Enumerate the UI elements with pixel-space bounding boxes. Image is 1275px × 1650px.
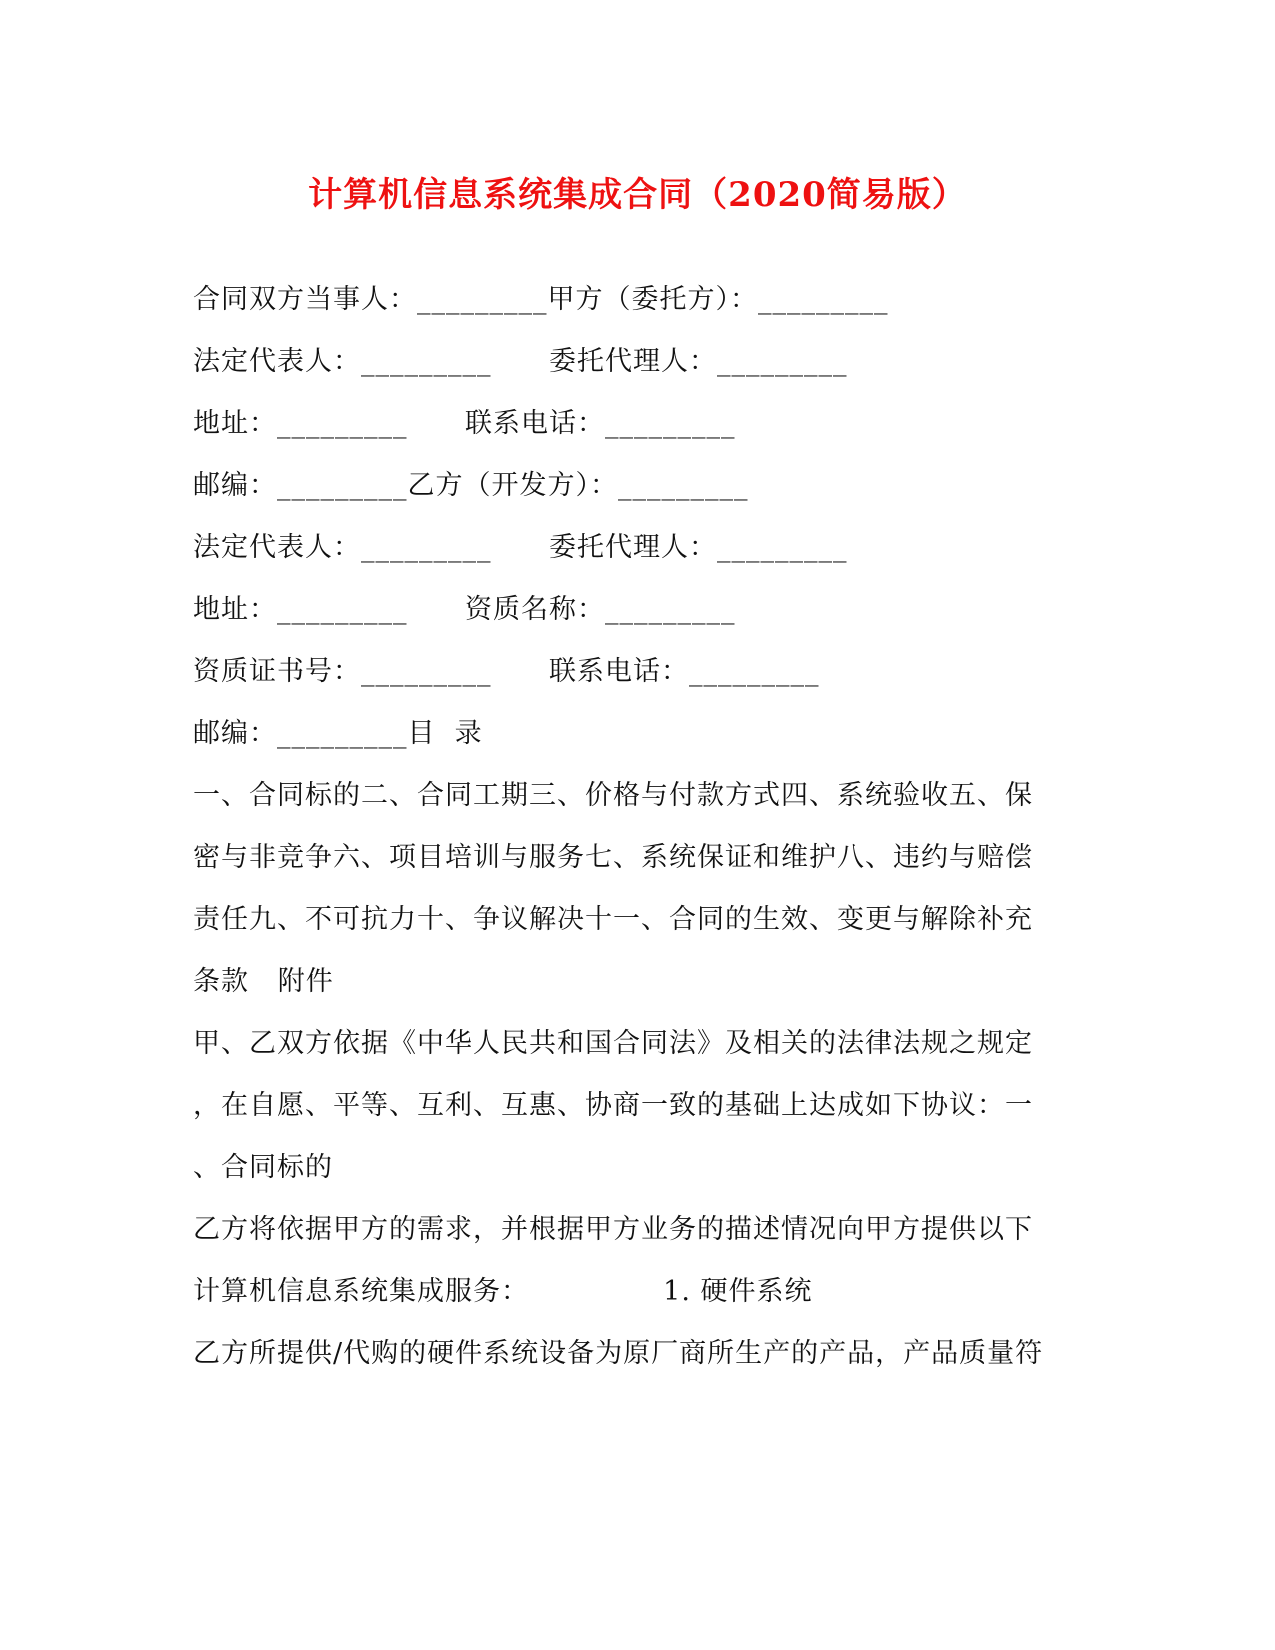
toc-line: 密与非竞争六、项目培训与服务七、系统保证和维护八、违约与赔偿 xyxy=(193,842,1033,873)
party-line: 合同双方当事人：_________甲方（委托方）：_________ xyxy=(193,284,889,315)
body-paragraph-line: 、合同标的 xyxy=(193,1152,333,1183)
body-paragraph-line: 乙方所提供/代购的硬件系统设备为原厂商所生产的产品，产品质量符 xyxy=(193,1338,1044,1369)
toc-line: 一、合同标的二、合同工期三、价格与付款方式四、系统验收五、保 xyxy=(193,780,1033,811)
body-paragraph-line: 乙方将依据甲方的需求，并根据甲方业务的描述情况向甲方提供以下 xyxy=(193,1214,1033,1245)
party-a-representative-line: 法定代表人：_________ 委托代理人：_________ xyxy=(193,346,848,377)
body-paragraph-line: 甲、乙双方依据《中华人民共和国合同法》及相关的法律法规之规定 xyxy=(193,1028,1033,1059)
party-b-certificate-line: 资质证书号：_________ 联系电话：_________ xyxy=(193,656,820,687)
body-paragraph-line: ，在自愿、平等、互利、互惠、协商一致的基础上达成如下协议：一 xyxy=(193,1090,1033,1121)
party-b-postcode-line: 邮编：_________目 录 xyxy=(193,718,483,749)
document-title: 计算机信息系统集成合同（2020简易版） xyxy=(308,175,967,215)
body-paragraph-line: 计算机信息系统集成服务： 1. 硬件系统 xyxy=(193,1276,813,1307)
party-a-address-line: 地址：_________ 联系电话：_________ xyxy=(193,408,736,439)
toc-line: 责任九、不可抗力十、争议解决十一、合同的生效、变更与解除补充 xyxy=(193,904,1033,935)
party-b-address-line: 地址：_________ 资质名称：_________ xyxy=(193,594,736,625)
party-a-postcode-line: 邮编：_________乙方（开发方）：_________ xyxy=(193,470,749,501)
toc-line: 条款 附件 xyxy=(193,966,334,997)
party-b-representative-line: 法定代表人：_________ 委托代理人：_________ xyxy=(193,532,848,563)
